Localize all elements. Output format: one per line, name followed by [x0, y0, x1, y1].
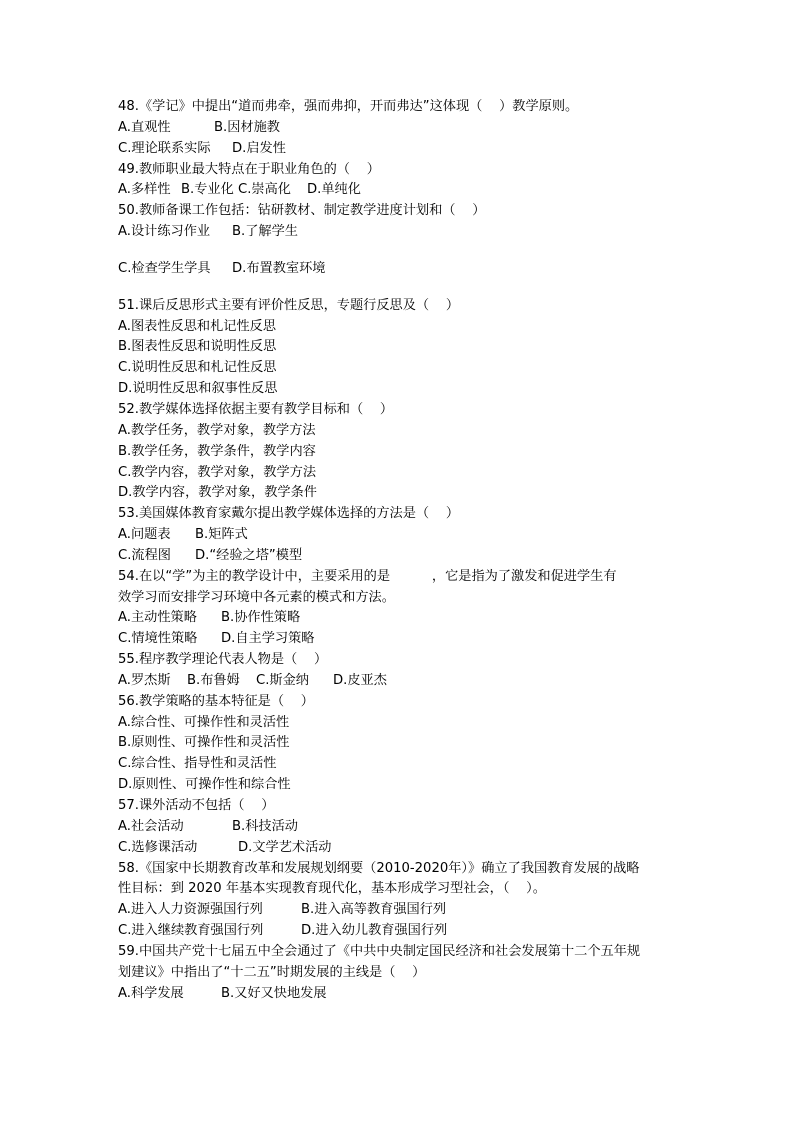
spacer — [118, 280, 678, 296]
question-51-stem: 51.课后反思形式主要有评价性反思，专题行反思及（ ） — [118, 297, 460, 313]
option-d: D.皮亚杰 — [333, 672, 387, 688]
question-48-stem: 48.《学记》中提出“道而弗牵，强而弗抑，开而弗达”这体现（ ）教学原则。 — [118, 99, 579, 114]
option-b: B.矩阵式 — [195, 527, 248, 543]
option-a: A.问题表 — [118, 527, 171, 543]
question-52-stem: 52.教学媒体选择依据主要有教学目标和（ ） — [118, 401, 394, 417]
question-55-stem: 55.程序教学理论代表人物是（ ） — [118, 652, 328, 668]
option-a: A.进入人力资源强国行列 — [118, 902, 263, 918]
option-d: D.进入幼儿教育强国行列 — [301, 923, 448, 939]
question-52-option-d: D.教学内容，教学对象，教学条件 — [118, 485, 317, 501]
question-51-option-c: C.说明性反思和札记性反思 — [118, 360, 277, 376]
question-54-options-row-1 — [118, 608, 678, 629]
option-b: B.协作性策略 — [221, 610, 301, 626]
option-b: B.了解学生 — [232, 224, 298, 240]
question-59-options-row-1 — [118, 984, 678, 1005]
option-c: C.崇高化 — [238, 182, 291, 198]
option-d: D.布置教室环境 — [232, 260, 326, 276]
option-c: C.流程图 — [118, 547, 171, 563]
option-c: C.情境性策略 — [118, 631, 198, 647]
option-d: D.单纯化 — [307, 182, 361, 198]
option-c: C.理论联系实际 — [118, 140, 211, 156]
option-b: B.进入高等教育强国行列 — [301, 902, 447, 918]
option-a: A.设计练习作业 — [118, 224, 211, 240]
question-55-options-row-1 — [118, 671, 678, 692]
document-page — [118, 97, 678, 1004]
question-50-options-row-2 — [118, 259, 678, 280]
question-49-options-row-1 — [118, 180, 678, 201]
option-a: A.科学发展 — [118, 985, 184, 1001]
question-51-option-b: B.图表性反思和说明性反思 — [118, 339, 277, 355]
option-c: C.选修课活动 — [118, 839, 198, 855]
question-51-option-d: D.说明性反思和叙事性反思 — [118, 381, 278, 397]
question-58-options-row-2 — [118, 921, 678, 942]
option-d: D.“经验之塔”模型 — [195, 547, 303, 563]
question-54-stem-line-1: 54.在以“学”为主的教学设计中，主要采用的是 ，它是指为了激发和促进学生有 — [118, 568, 617, 584]
question-51-option-a: A.图表性反思和札记性反思 — [118, 318, 277, 334]
option-b: B.专业化 — [181, 182, 234, 198]
option-a: A.直观性 — [118, 119, 171, 135]
question-56-option-a: A.综合性、可操作性和灵活性 — [118, 714, 290, 730]
question-56-option-c: C.综合性、指导性和灵活性 — [118, 756, 277, 772]
option-b: B.科技活动 — [232, 818, 298, 834]
option-c: C.斯金纳 — [256, 672, 309, 688]
option-a: A.罗杰斯 — [118, 672, 171, 688]
option-d: D.启发性 — [232, 140, 286, 156]
question-57-stem: 57.课外活动不包括（ ） — [118, 798, 275, 813]
option-a: A.主动性策略 — [118, 610, 197, 626]
option-a: A.社会活动 — [118, 818, 184, 834]
option-b: B.又好又快地发展 — [221, 985, 327, 1001]
question-57-options-row-1 — [118, 817, 678, 838]
question-50-stem: 50.教师备课工作包括：钻研教材、制定教学进度计划和（ ） — [118, 203, 486, 219]
question-59-stem-line-2: 划建议》中指出了“十二五”时期发展的主线是（ ） — [118, 964, 426, 980]
option-c: C.进入继续教育强国行列 — [118, 923, 264, 939]
question-56-option-b: B.原则性、可操作性和灵活性 — [118, 735, 290, 751]
option-d: D.文学艺术活动 — [238, 839, 332, 855]
question-52-option-b: B.教学任务，教学条件，教学内容 — [118, 443, 316, 459]
question-49-stem: 49.教师职业最大特点在于职业角色的（ ） — [118, 161, 380, 177]
question-54-stem-line-2: 效学习而安排学习环境中各元素的模式和方法。 — [118, 589, 395, 605]
question-52-option-c: C.教学内容，教学对象，教学方法 — [118, 464, 317, 480]
question-53-options-row-2 — [118, 546, 678, 567]
question-53-options-row-1 — [118, 525, 678, 546]
option-b: B.布鲁姆 — [187, 672, 240, 688]
question-56-stem: 56.教学策略的基本特征是（ ） — [118, 693, 314, 709]
option-d: D.自主学习策略 — [221, 631, 315, 647]
question-48-options-row-1 — [118, 118, 678, 139]
question-54-options-row-2 — [118, 629, 678, 650]
question-52-option-a: A.教学任务，教学对象，教学方法 — [118, 422, 316, 438]
question-53-stem: 53.美国媒体教育家戴尔提出教学媒体选择的方法是（ ） — [118, 506, 460, 522]
question-58-stem-line-1: 58.《国家中长期教育改革和发展规划纲要（2010-2020年）》确立了我国教育发展的战略 — [118, 860, 640, 876]
option-a: A.多样性 — [118, 182, 171, 198]
question-57-options-row-2 — [118, 838, 678, 859]
question-56-option-d: D.原则性、可操作性和综合性 — [118, 777, 291, 793]
option-c: C.检查学生学具 — [118, 260, 211, 276]
question-50-options-row-1 — [118, 222, 678, 243]
question-58-options-row-1 — [118, 900, 678, 921]
question-48-options-row-2 — [118, 139, 678, 160]
spacer — [118, 243, 678, 259]
option-b: B.因材施教 — [214, 119, 280, 135]
question-58-stem-line-2: 性目标：到 2020 年基本实现教育现代化，基本形成学习型社会，（ ）。 — [118, 881, 546, 897]
question-59-stem-line-1: 59.中国共产党十七届五中全会通过了《中共中央制定国民经济和社会发展第十二个五年规 — [118, 943, 641, 959]
